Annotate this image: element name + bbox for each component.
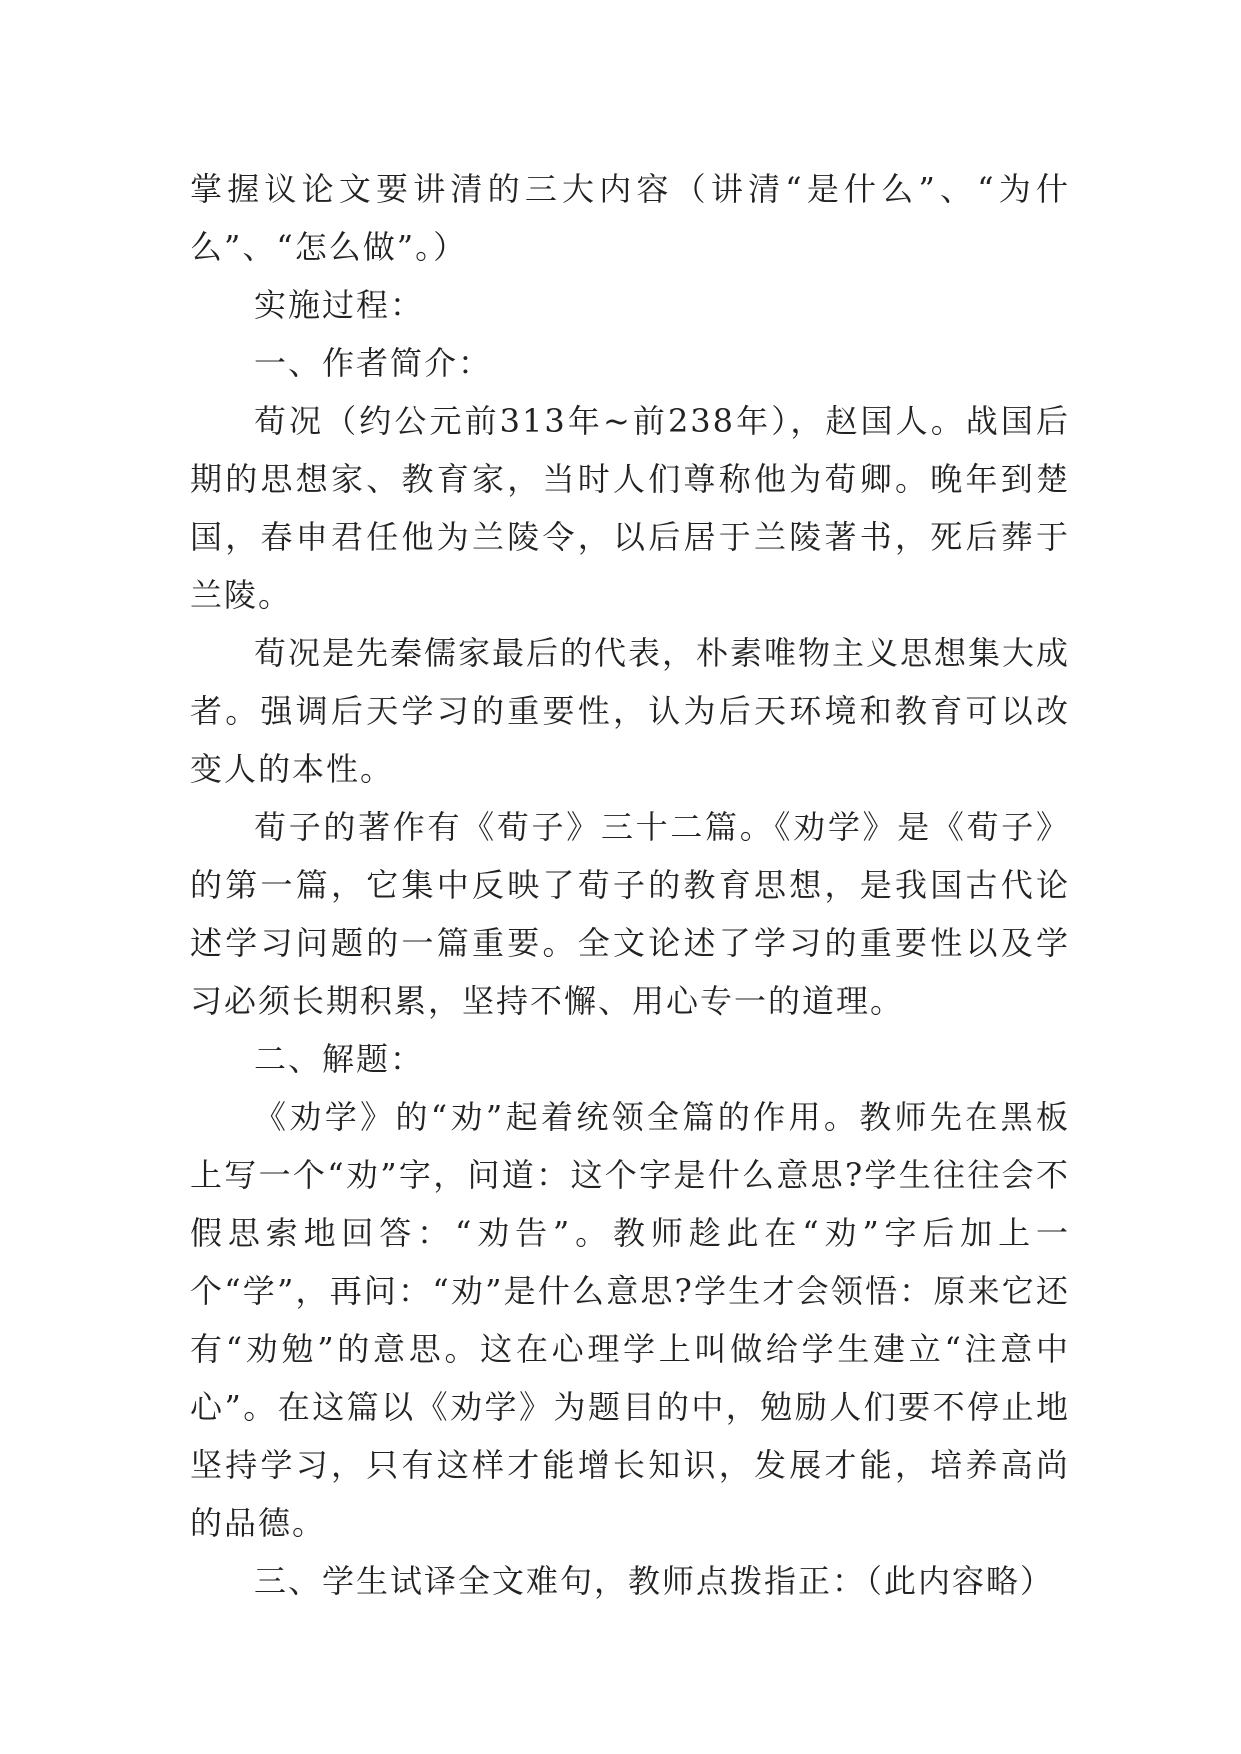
paragraph-title-explanation: 《劝学》的“劝”起着统领全篇的作用。教师先在黑板上写一个“劝”字，问道：这个字是什么意思?学生往往会不假思索地回答：“劝告”。教师趁此在“劝”字后加上一个“学”，再问：“劝”是什么意思?学生才会领悟：原来它还有“劝勉”的意思。这在心理学上叫做给学生建立“注意中心”。在这篇以《劝学》为题目的中，勉励人们要不停止地坚持学习，只有这样才能增长知识，发展才能，培养高尚的品德。 xyxy=(190,1098,1070,1542)
heading-translation-exercise: 三、学生试译全文难句，教师点拨指正：（此内容略） xyxy=(254,1562,1055,1600)
heading-implementation-process: 实施过程： xyxy=(254,286,425,324)
paragraph-author-bio: 荀况（约公元前313年~前238年），赵国人。战国后期的思想家、教育家，当时人们尊称他为荀卿。晚年到楚国，春申君任他为兰陵令，以后居于兰陵著书，死后葬于兰陵。 xyxy=(190,402,1070,614)
heading-title-explanation: 二、解题： xyxy=(254,1040,425,1078)
paragraph-author-works: 荀子的著作有《荀子》三十二篇。《劝学》是《荀子》的第一篇，它集中反映了荀子的教育思想，是我国古代论述学习问题的一篇重要。全文论述了学习的重要性以及学习必须长期积累，坚持不懈、用心专一的道理。 xyxy=(190,808,1070,1020)
heading-author-intro: 一、作者简介： xyxy=(254,344,493,382)
paragraph-author-thought: 荀况是先秦儒家最后的代表，朴素唯物主义思想集大成者。强调后天学习的重要性，认为后天环境和教育可以改变人的本性。 xyxy=(190,634,1071,788)
document-body xyxy=(190,160,1070,1610)
paragraph-objective: 掌握议论文要讲清的三大内容（讲清“是什么”、“为什么”、“怎么做”。） xyxy=(190,170,1070,266)
